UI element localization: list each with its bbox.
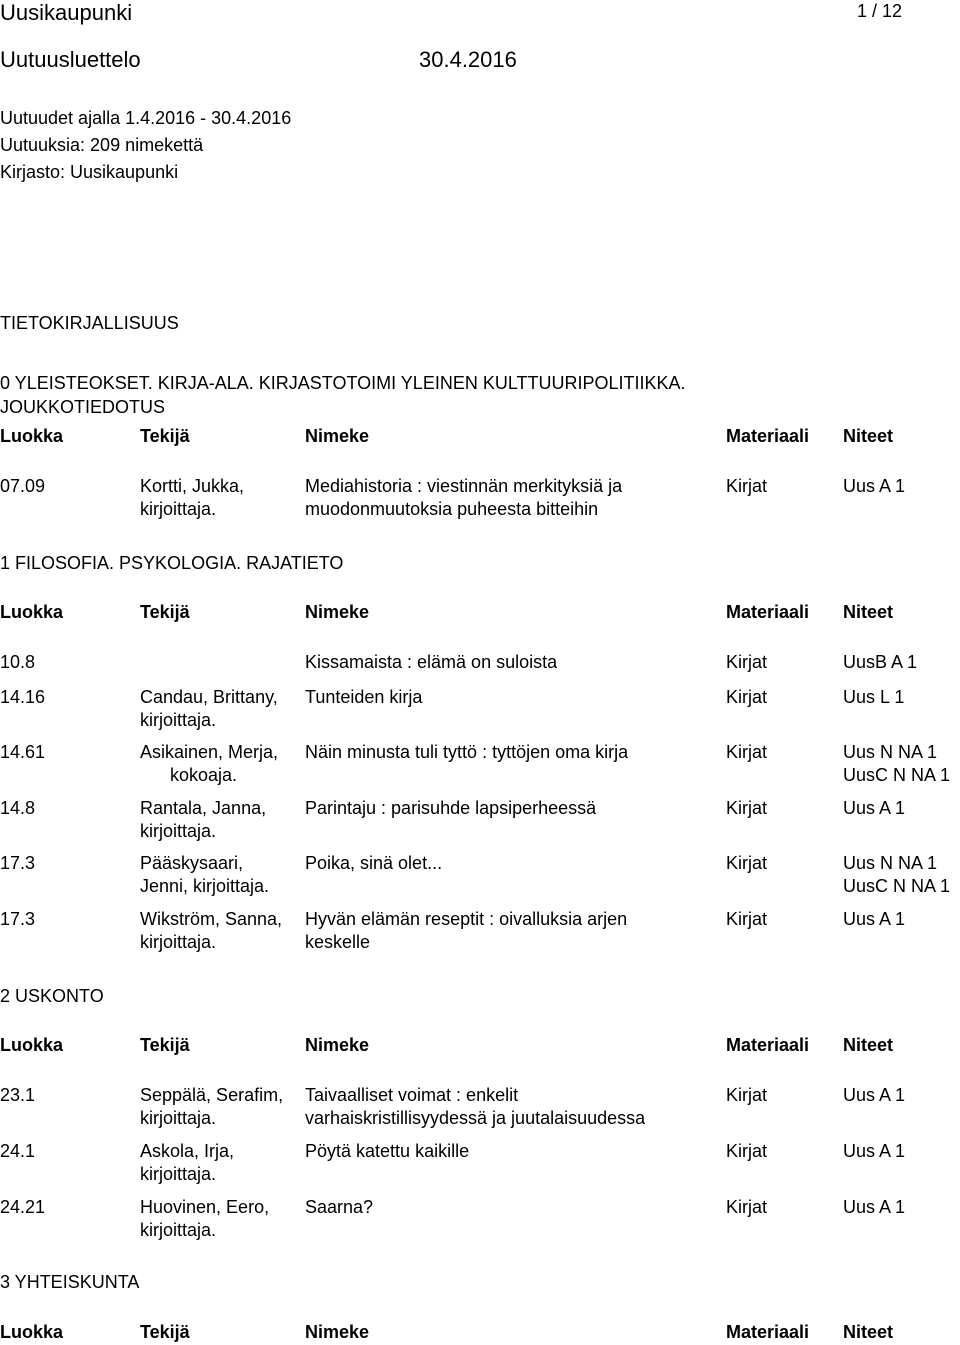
list-title: Uutuusluettelo xyxy=(0,47,141,72)
row-tekija: Askola, Irja, xyxy=(140,1141,235,1161)
row-tekija-role: kirjoittaja. xyxy=(140,499,217,519)
row-tekija-role: kirjoittaja. xyxy=(140,710,217,730)
col-nimeke: Nimeke xyxy=(305,426,370,446)
section-heading-continued: JOUKKOTIEDOTUS xyxy=(0,397,166,417)
section-heading: 0 YLEISTEOKSET. KIRJA-ALA. KIRJASTOTOIMI YLEINEN KULTTUURIPOLITIIKKA. xyxy=(0,373,686,393)
row-luokka: 07.09 xyxy=(0,476,46,496)
row-materiaali: Kirjat xyxy=(726,476,768,496)
row-tekija: Candau, Brittany, xyxy=(140,687,278,707)
col-materiaali: Materiaali xyxy=(726,1035,810,1055)
col-luokka: Luokka xyxy=(0,1035,64,1055)
row-luokka: 17.3 xyxy=(0,909,36,929)
row-tekija-role: kirjoittaja. xyxy=(140,932,217,952)
row-tekija-role: kirjoittaja. xyxy=(140,1220,217,1240)
col-nimeke: Nimeke xyxy=(305,1035,370,1055)
row-niteet: Uus A 1 xyxy=(843,798,906,818)
row-niteet: Uus A 1 xyxy=(843,1085,906,1105)
col-luokka: Luokka xyxy=(0,602,64,622)
section-heading: 3 YHTEISKUNTA xyxy=(0,1272,140,1292)
row-tekija-role: kirjoittaja. xyxy=(140,1108,217,1128)
row-tekija: Pääskysaari, xyxy=(140,853,244,873)
row-materiaali: Kirjat xyxy=(726,853,768,873)
row-nimeke: Saarna? xyxy=(305,1197,374,1217)
page-indicator: 1 / 12 xyxy=(857,1,903,21)
row-niteet: Uus A 1 xyxy=(843,909,906,929)
row-luokka: 24.21 xyxy=(0,1197,46,1217)
col-nimeke: Nimeke xyxy=(305,602,370,622)
row-niteet-2: UusC N NA 1 xyxy=(843,876,951,896)
main-category: TIETOKIRJALLISUUS xyxy=(0,313,179,333)
col-materiaali: Materiaali xyxy=(726,1322,810,1342)
row-materiaali: Kirjat xyxy=(726,687,768,707)
row-materiaali: Kirjat xyxy=(726,742,768,762)
row-tekija: Seppälä, Serafim, xyxy=(140,1085,284,1105)
col-tekija: Tekijä xyxy=(140,602,190,622)
row-nimeke: Näin minusta tuli tyttö : tyttöjen oma kirja xyxy=(305,742,629,762)
row-luokka: 10.8 xyxy=(0,652,36,672)
row-niteet: Uus L 1 xyxy=(843,687,905,707)
row-materiaali: Kirjat xyxy=(726,1085,768,1105)
row-niteet: Uus A 1 xyxy=(843,1197,906,1217)
row-luokka: 14.61 xyxy=(0,742,46,762)
period-info: Uutuudet ajalla 1.4.2016 - 30.4.2016 xyxy=(0,108,292,128)
row-tekija: Kortti, Jukka, xyxy=(140,476,245,496)
col-nimeke: Nimeke xyxy=(305,1322,370,1342)
row-nimeke-continued: keskelle xyxy=(305,932,371,952)
row-luokka: 14.8 xyxy=(0,798,36,818)
row-niteet: Uus A 1 xyxy=(843,1141,906,1161)
row-niteet-2: UusC N NA 1 xyxy=(843,765,951,785)
list-date: 30.4.2016 xyxy=(419,47,517,72)
row-nimeke: Poika, sinä olet... xyxy=(305,853,443,873)
col-materiaali: Materiaali xyxy=(726,426,810,446)
col-niteet: Niteet xyxy=(843,1322,894,1342)
col-tekija: Tekijä xyxy=(140,426,190,446)
row-tekija: Wikström, Sanna, xyxy=(140,909,283,929)
row-niteet: Uus N NA 1 xyxy=(843,742,938,762)
row-nimeke: Kissamaista : elämä on suloista xyxy=(305,652,558,672)
library-info: Kirjasto: Uusikaupunki xyxy=(0,162,179,182)
row-niteet: UusB A 1 xyxy=(843,652,918,672)
row-niteet: Uus A 1 xyxy=(843,476,906,496)
row-nimeke: Tunteiden kirja xyxy=(305,687,423,707)
row-nimeke: Parintaju : parisuhde lapsiperheessä xyxy=(305,798,597,818)
row-tekija-role: kirjoittaja. xyxy=(140,821,217,841)
count-info: Uutuuksia: 209 nimekettä xyxy=(0,135,204,155)
col-materiaali: Materiaali xyxy=(726,602,810,622)
row-luokka: 24.1 xyxy=(0,1141,36,1161)
row-tekija-role: Jenni, kirjoittaja. xyxy=(140,876,270,896)
section-heading: 2 USKONTO xyxy=(0,986,104,1006)
col-tekija: Tekijä xyxy=(140,1322,190,1342)
col-tekija: Tekijä xyxy=(140,1035,190,1055)
row-materiaali: Kirjat xyxy=(726,798,768,818)
row-nimeke: Hyvän elämän reseptit : oivalluksia arjen xyxy=(305,909,628,929)
row-tekija-role: kokoaja. xyxy=(170,765,238,785)
row-nimeke: Mediahistoria : viestinnän merkityksiä ja xyxy=(305,476,623,496)
col-luokka: Luokka xyxy=(0,426,64,446)
row-nimeke: Taivaalliset voimat : enkelit xyxy=(305,1085,519,1105)
row-materiaali: Kirjat xyxy=(726,1197,768,1217)
row-tekija: Huovinen, Eero, xyxy=(140,1197,270,1217)
row-nimeke: Pöytä katettu kaikille xyxy=(305,1141,470,1161)
row-materiaali: Kirjat xyxy=(726,1141,768,1161)
row-luokka: 17.3 xyxy=(0,853,36,873)
row-nimeke-continued: muodonmuutoksia puheesta bitteihin xyxy=(305,499,599,519)
row-materiaali: Kirjat xyxy=(726,652,768,672)
col-luokka: Luokka xyxy=(0,1322,64,1342)
row-materiaali: Kirjat xyxy=(726,909,768,929)
row-niteet: Uus N NA 1 xyxy=(843,853,938,873)
row-luokka: 23.1 xyxy=(0,1085,36,1105)
library-name: Uusikaupunki xyxy=(0,0,133,25)
col-niteet: Niteet xyxy=(843,426,894,446)
section-heading: 1 FILOSOFIA. PSYKOLOGIA. RAJATIETO xyxy=(0,553,344,573)
row-nimeke-continued: varhaiskristillisyydessä ja juutalaisuudessa xyxy=(305,1108,646,1128)
row-tekija: Rantala, Janna, xyxy=(140,798,267,818)
col-niteet: Niteet xyxy=(843,1035,894,1055)
row-tekija: Asikainen, Merja, xyxy=(140,742,279,762)
row-luokka: 14.16 xyxy=(0,687,46,707)
row-tekija-role: kirjoittaja. xyxy=(140,1164,217,1184)
col-niteet: Niteet xyxy=(843,602,894,622)
